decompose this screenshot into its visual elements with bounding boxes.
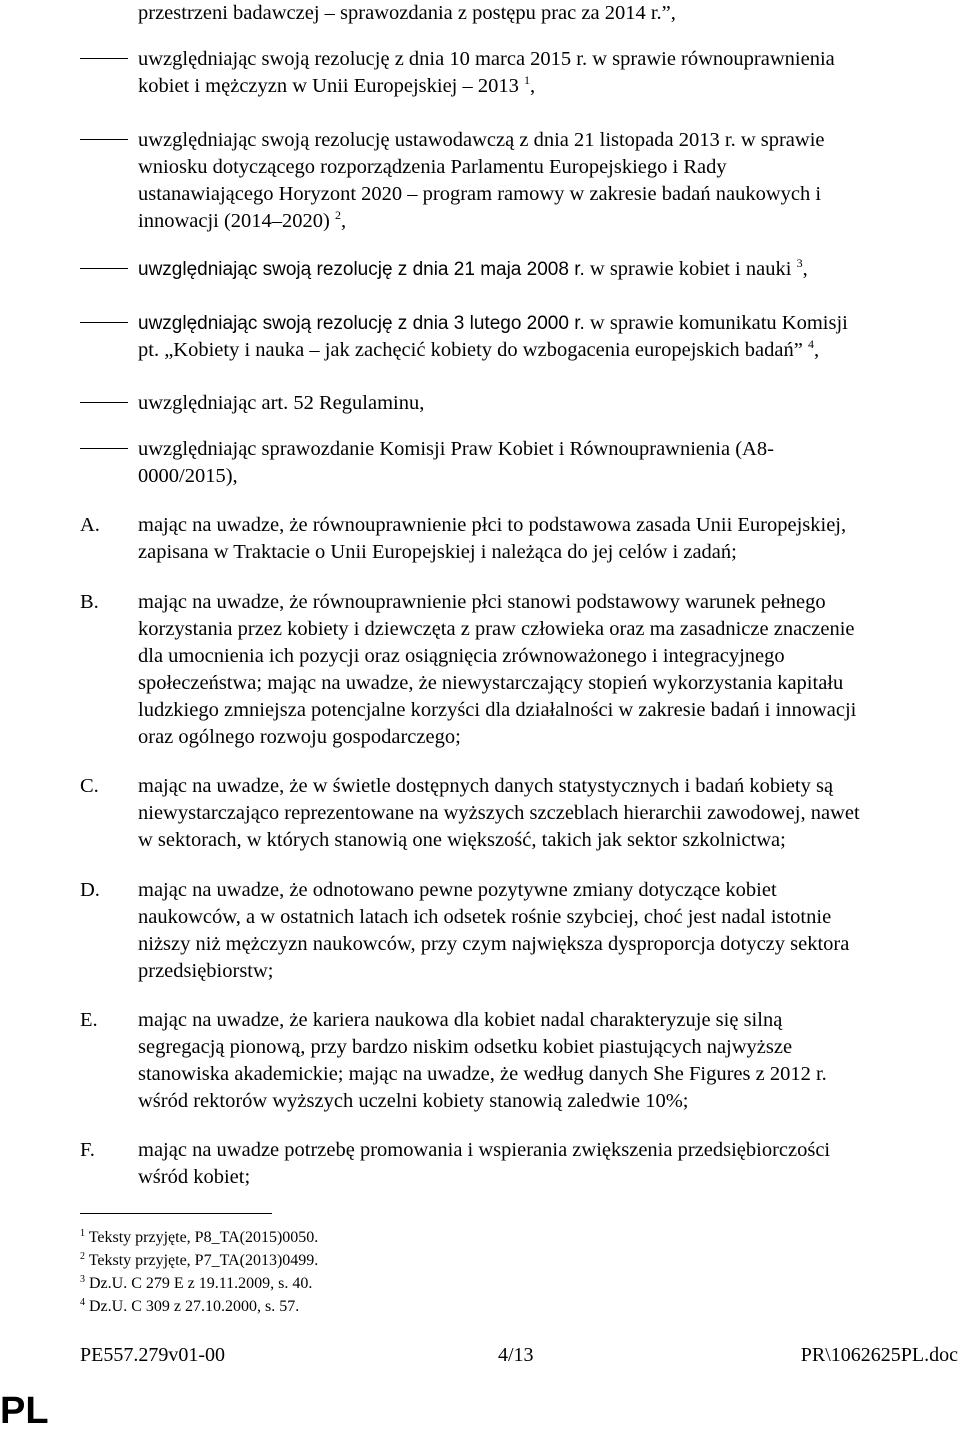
text-line: uwzględniając swoją rezolucję ustawodawczą z dnia 21 listopada 2013 r. w sprawie: [138, 129, 825, 151]
dash-bullet: [80, 58, 128, 59]
recital-letter: F.: [80, 1139, 95, 1161]
text-line: uwzględniając art. 52 Regulaminu,: [138, 392, 425, 414]
footnote-text: Teksty przyjęte, P7_TA(2013)0499.: [88, 1252, 319, 1269]
paragraph-text: [138, 1137, 946, 1191]
recital-letter: B.: [80, 591, 99, 613]
text-line: dla umocnienia ich pozycji oraz osiągnięcia zrównoważonego i integracyjnego: [138, 645, 785, 667]
text-line: mając na uwadze, że kariera naukowa dla kobiet nadal charakteryzuje się silną: [138, 1009, 783, 1031]
paragraph-text: [138, 589, 946, 751]
footnote-reference[interactable]: 4: [807, 337, 814, 351]
footnote-number: 1: [80, 1228, 85, 1239]
text-line: uwzględniając swoją rezolucję z dnia 10 marca 2015 r. w sprawie równouprawnienia: [138, 48, 835, 70]
text-line: oraz ogólnego rozwoju gospodarczego;: [138, 726, 461, 748]
text-line: stanowiska akademickie; mając na uwadze, że według danych She Figures z 2012 r.: [138, 1063, 827, 1085]
text-line: ludzkiego zmniejsza potencjalne korzyści dla działalności w zakresie badań i innowacji: [138, 699, 857, 721]
text-line: uwzględniając sprawozdanie Komisji Praw Kobiet i Równouprawnienia (A8-: [138, 438, 774, 460]
footnote-separator: [80, 1213, 272, 1214]
language-code: PL: [0, 1390, 49, 1432]
paragraph-text: [138, 390, 946, 417]
paragraph-text: [138, 436, 946, 490]
footnote-text: Dz.U. C 309 z 27.10.2000, s. 57.: [89, 1298, 300, 1315]
text-line: korzystania przez kobiety i dziewczęta z praw człowieka oraz ma zasadnicze znaczenie: [138, 618, 855, 640]
text-line: mając na uwadze potrzebę promowania i wspierania zwiększenia przedsiębiorczości: [138, 1139, 831, 1161]
dash-bullet: [80, 402, 128, 403]
text-line: naukowców, a w ostatnich latach ich odsetek rośnie szybciej, choć jest nadal istotnie: [138, 906, 832, 928]
text-line: wniosku dotyczącego rozporządzenia Parlamentu Europejskiego i Rady: [138, 156, 727, 178]
dash-bullet: [80, 322, 128, 323]
paragraph-text: [138, 773, 946, 854]
text-line: niewystarczająco reprezentowane na wyższych szczeblach hierarchii zawodowej, nawet: [138, 802, 860, 824]
text-line: w sektorach, w których stanowią one większość, takich jak sektor szkolnictwa;: [138, 829, 786, 851]
paragraph-text: [138, 127, 946, 235]
trailing-punctuation: ,: [802, 258, 808, 280]
trailing-punctuation: ,: [341, 210, 347, 232]
text-line: kobiet i mężczyzn w Unii Europejskiej – 2013: [138, 75, 519, 97]
paragraph-text: [138, 512, 946, 566]
trailing-punctuation: ,: [530, 75, 536, 97]
footer-page-number: 4/13: [498, 1344, 534, 1366]
footnote-text: Teksty przyjęte, P8_TA(2015)0050.: [88, 1229, 319, 1246]
footnote-reference[interactable]: 3: [796, 256, 803, 270]
trailing-punctuation: ,: [813, 339, 820, 361]
dash-bullet: [80, 448, 128, 449]
text-run: uwzględniając swoją rezolucję z dnia 3 lutego 2000 r.: [138, 313, 585, 334]
recital-letter: C.: [80, 775, 99, 797]
footnote-number: 3: [80, 1274, 85, 1285]
recital-letter: E.: [80, 1009, 98, 1031]
text-line: w sprawie kobiet i nauki: [584, 258, 792, 280]
footnote: [80, 1296, 299, 1317]
footer-file-name: PR\1062625PL.doc: [800, 1344, 958, 1366]
paragraph-text: [138, 877, 946, 985]
footnote-reference[interactable]: 1: [524, 73, 530, 87]
text-line: przestrzeni badawczej – sprawozdania z postępu prac za 2014 r.”,: [138, 2, 676, 24]
text-line: mając na uwadze, że równouprawnienie płci to podstawowa zasada Unii Europejskiej,: [138, 514, 847, 536]
text-line: zapisana w Traktacie o Unii Europejskiej i należąca do jej celów i zadań;: [138, 541, 737, 563]
text-line: mając na uwadze, że równouprawnienie płci stanowi podstawowy warunek pełnego: [138, 591, 826, 613]
footnote-number: 4: [80, 1297, 85, 1308]
text-line: ustanawiającego Horyzont 2020 – program ramowy w zakresie badań naukowych i: [138, 183, 822, 205]
paragraph-text: [138, 1007, 946, 1115]
dash-bullet: [80, 139, 128, 140]
text-line: wśród rektorów wyższych uczelni kobiety stanowią zaledwie 10%;: [138, 1090, 689, 1112]
footnote: [80, 1250, 318, 1271]
text-run: uwzględniając swoją rezolucję z dnia 21 maja 2008 r.: [138, 259, 585, 280]
text-line: w sprawie komunikatu Komisji: [584, 312, 848, 334]
footnote-reference[interactable]: 2: [335, 208, 341, 222]
paragraph-text: [138, 46, 946, 100]
text-line: segregacją pionową, przy bardzo niskim odsetku kobiet piastujących najwyższe: [138, 1036, 793, 1058]
footnote: [80, 1227, 318, 1248]
text-line: społeczeństwa; mając na uwadze, że niewystarczający stopień wykorzystania kapitału: [138, 672, 844, 694]
text-line: mając na uwadze, że w świetle dostępnych danych statystycznych i badań kobiety są: [138, 775, 834, 797]
footnote: [80, 1273, 312, 1294]
paragraph-text: [138, 0, 946, 27]
footnote-number: 2: [80, 1251, 85, 1262]
text-line: mając na uwadze, że odnotowano pewne pozytywne zmiany dotyczące kobiet: [138, 879, 777, 901]
text-line: innowacji (2014–2020): [138, 210, 330, 232]
paragraph-text: [138, 310, 946, 364]
recital-letter: D.: [80, 879, 100, 901]
text-line: niższy niż mężczyzn naukowców, przy czym największa dysproporcja dotyczy sektora: [138, 933, 850, 955]
recital-letter: A.: [80, 514, 100, 536]
text-line: pt. „Kobiety i nauka – jak zachęcić kobiety do wzbogacenia europejskich badań”: [138, 339, 803, 361]
text-line: wśród kobiet;: [138, 1166, 251, 1188]
footer-doc-ref: PE557.279v01-00: [80, 1344, 225, 1366]
footnote-text: Dz.U. C 279 E z 19.11.2009, s. 40.: [89, 1275, 313, 1292]
paragraph-text: [138, 256, 946, 283]
text-line: przedsiębiorstw;: [138, 960, 274, 982]
dash-bullet: [80, 268, 128, 269]
text-line: 0000/2015),: [138, 465, 238, 487]
